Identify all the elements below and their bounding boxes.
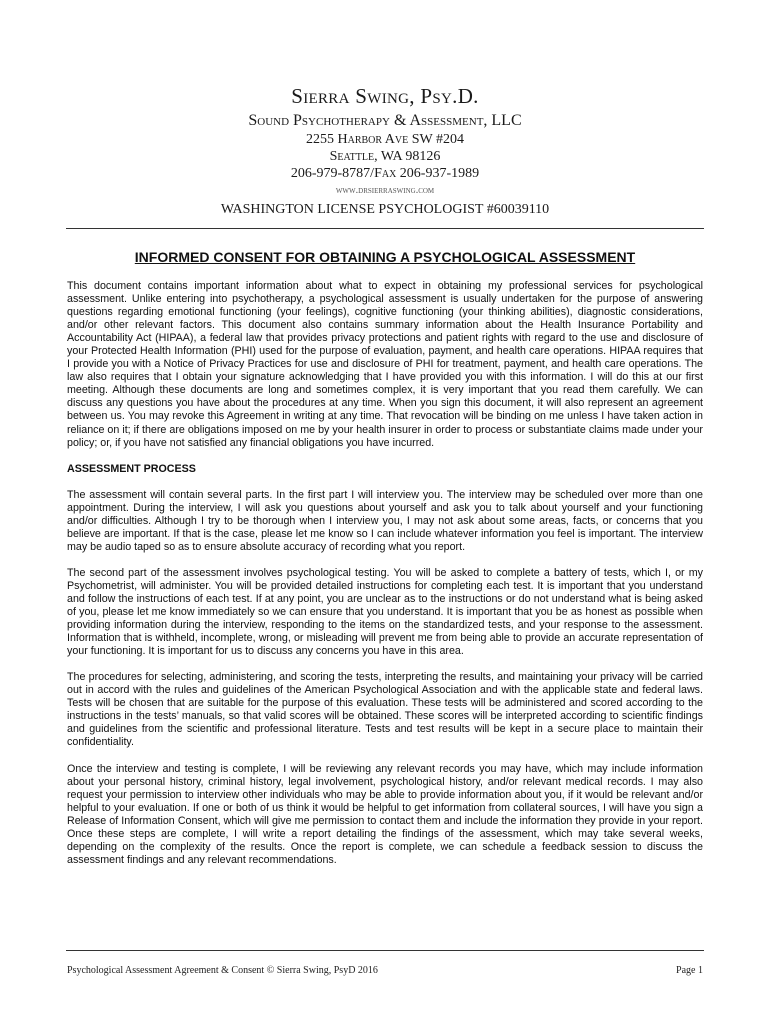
phone-fax: 206-979-8787/Fax 206-937-1989 bbox=[290, 166, 480, 181]
paragraph-procedures: The procedures for selecting, administering, and scoring the tests, interpreting the results, and maintaining your privacy will be carried out in accord with the rules and guidelines of the American Psychological Association and with the applicable state and federal laws. Tests will be chosen that are suitable for the purpose of this evaluation. These tests will be administered and scored according to the instructions in the tests’ manuals, so that valid scores will be obtained. These scores will be interpreted according to scientific findings and guidelines from the scientific and professional literature. Tests and test results will be kept in a secure place to maintain their confidentiality. bbox=[67, 671, 703, 749]
section-heading: ASSESSMENT PROCESS bbox=[67, 462, 196, 475]
website-link[interactable]: www.drsierraswing.com bbox=[335, 185, 435, 196]
header-divider bbox=[66, 228, 704, 229]
paragraph-records: Once the interview and testing is complete, I will be reviewing any relevant records you may have, which may include information about your personal history, criminal history, legal involvement, psychological history, and/or relevant medical records. I may also request your permission to interview other individuals who may be able to provide information about you, if it would be relevant and/or helpful to your evaluation. If one or both of us think it would be helpful to get information from collateral sources, I will have you sign a Release of Information Consent, which will give me permission to contact them and include the information they provide in your report. Once these steps are complete, I will write a report detailing the findings of the assessment, which may take several weeks, depending on the complexity of the results. Once the report is complete, we can schedule a feedback session to discuss the assessment findings and any relevant recommendations. bbox=[67, 762, 703, 866]
practitioner-name: Sierra Swing, Psy.D. bbox=[291, 84, 479, 108]
document-body bbox=[67, 248, 703, 880]
paragraph-testing: The second part of the assessment involves psychological testing. You will be asked to complete a battery of tests, which I, or my Psychometrist, will administer. You will be provided detailed instructions for completing each test. It is important that you understand and follow the instructions of each test. If at any point, you are unclear as to the instructions or do not understand what is being asked of you, please let me know immediately so we can ensure that you understand. It is important that you be as honest as possible when providing information during the interview, responding to the items on the standardized tests, and your response to the assessment. Information that is withheld, incomplete, wrong, or misleading will prevent me from being able to provide an accurate representation of your functioning. It is important for us to discuss any concerns you have in this area. bbox=[67, 566, 703, 658]
document-title: INFORMED CONSENT FOR OBTAINING A PSYCHOLOGICAL ASSESSMENT bbox=[134, 249, 636, 265]
address-line-2: Seattle, WA 98126 bbox=[329, 149, 441, 164]
address-line-1: 2255 Harbor Ave SW #204 bbox=[306, 132, 464, 147]
page-number: Page 1 bbox=[676, 965, 703, 976]
paragraph-interview: The assessment will contain several parts. In the first part I will interview you. The interview may be scheduled over more than one appointment. During the interview, I will ask you questions about yourself and ask you to talk about yourself and your functioning and/or difficulties. Although I try to be thorough when I interview you, I may not ask about some areas, facts, or concerns that you believe are important. If that is the case, please let me know so I can include whatever information you feel is important. The interview may be audio taped so as to ensure absolute accuracy of recording what you report. bbox=[67, 488, 703, 553]
page-footer bbox=[67, 965, 703, 976]
company-name: Sound Psychotherapy & Assessment, LLC bbox=[248, 112, 522, 129]
intro-paragraph: This document contains important information about what to expect in obtaining my professional services for psychological assessment. Unlike entering into psychotherapy, a psychological assessment is usually undertaken for the purpose of answering questions regarding emotional functioning (your feelings), cognitive functioning (your thinking abilities), diagnostic considerations, and/or other relevant factors. This document also contains summary information about the Health Insurance Portability and Accountability Act (HIPAA), a federal law that provides privacy protections and patient rights with regard to the use and disclosure of your Protected Health Information (PHI) used for the purpose of evaluation, payment, and health care operations. HIPAA requires that I provide you with a Notice of Privacy Practices for use and disclosure of PHI for treatment, payment, and health care operations. The law also requires that I obtain your signature acknowledging that I have provided you with this information. I will do this at our first meeting. Although these documents are long and sometimes complex, it is very important that you read them carefully. We can discuss any questions you have about the procedures at any time. When you sign this document, it will also represent an agreement between us. You may revoke this Agreement in writing at any time. That revocation will be binding on me unless I have taken action in reliance on it; if there are obligations imposed on me by your health insurer in order to process or substantiate claims made under your policy; or, if you have not satisfied any financial obligations you have incurred. bbox=[67, 280, 703, 449]
license-number: WASHINGTON LICENSE PSYCHOLOGIST #60039110 bbox=[220, 202, 550, 217]
footer-copyright: Psychological Assessment Agreement & Consent © Sierra Swing, PsyD 2016 bbox=[67, 965, 378, 976]
footer-divider bbox=[66, 950, 704, 951]
letterhead bbox=[0, 84, 770, 220]
